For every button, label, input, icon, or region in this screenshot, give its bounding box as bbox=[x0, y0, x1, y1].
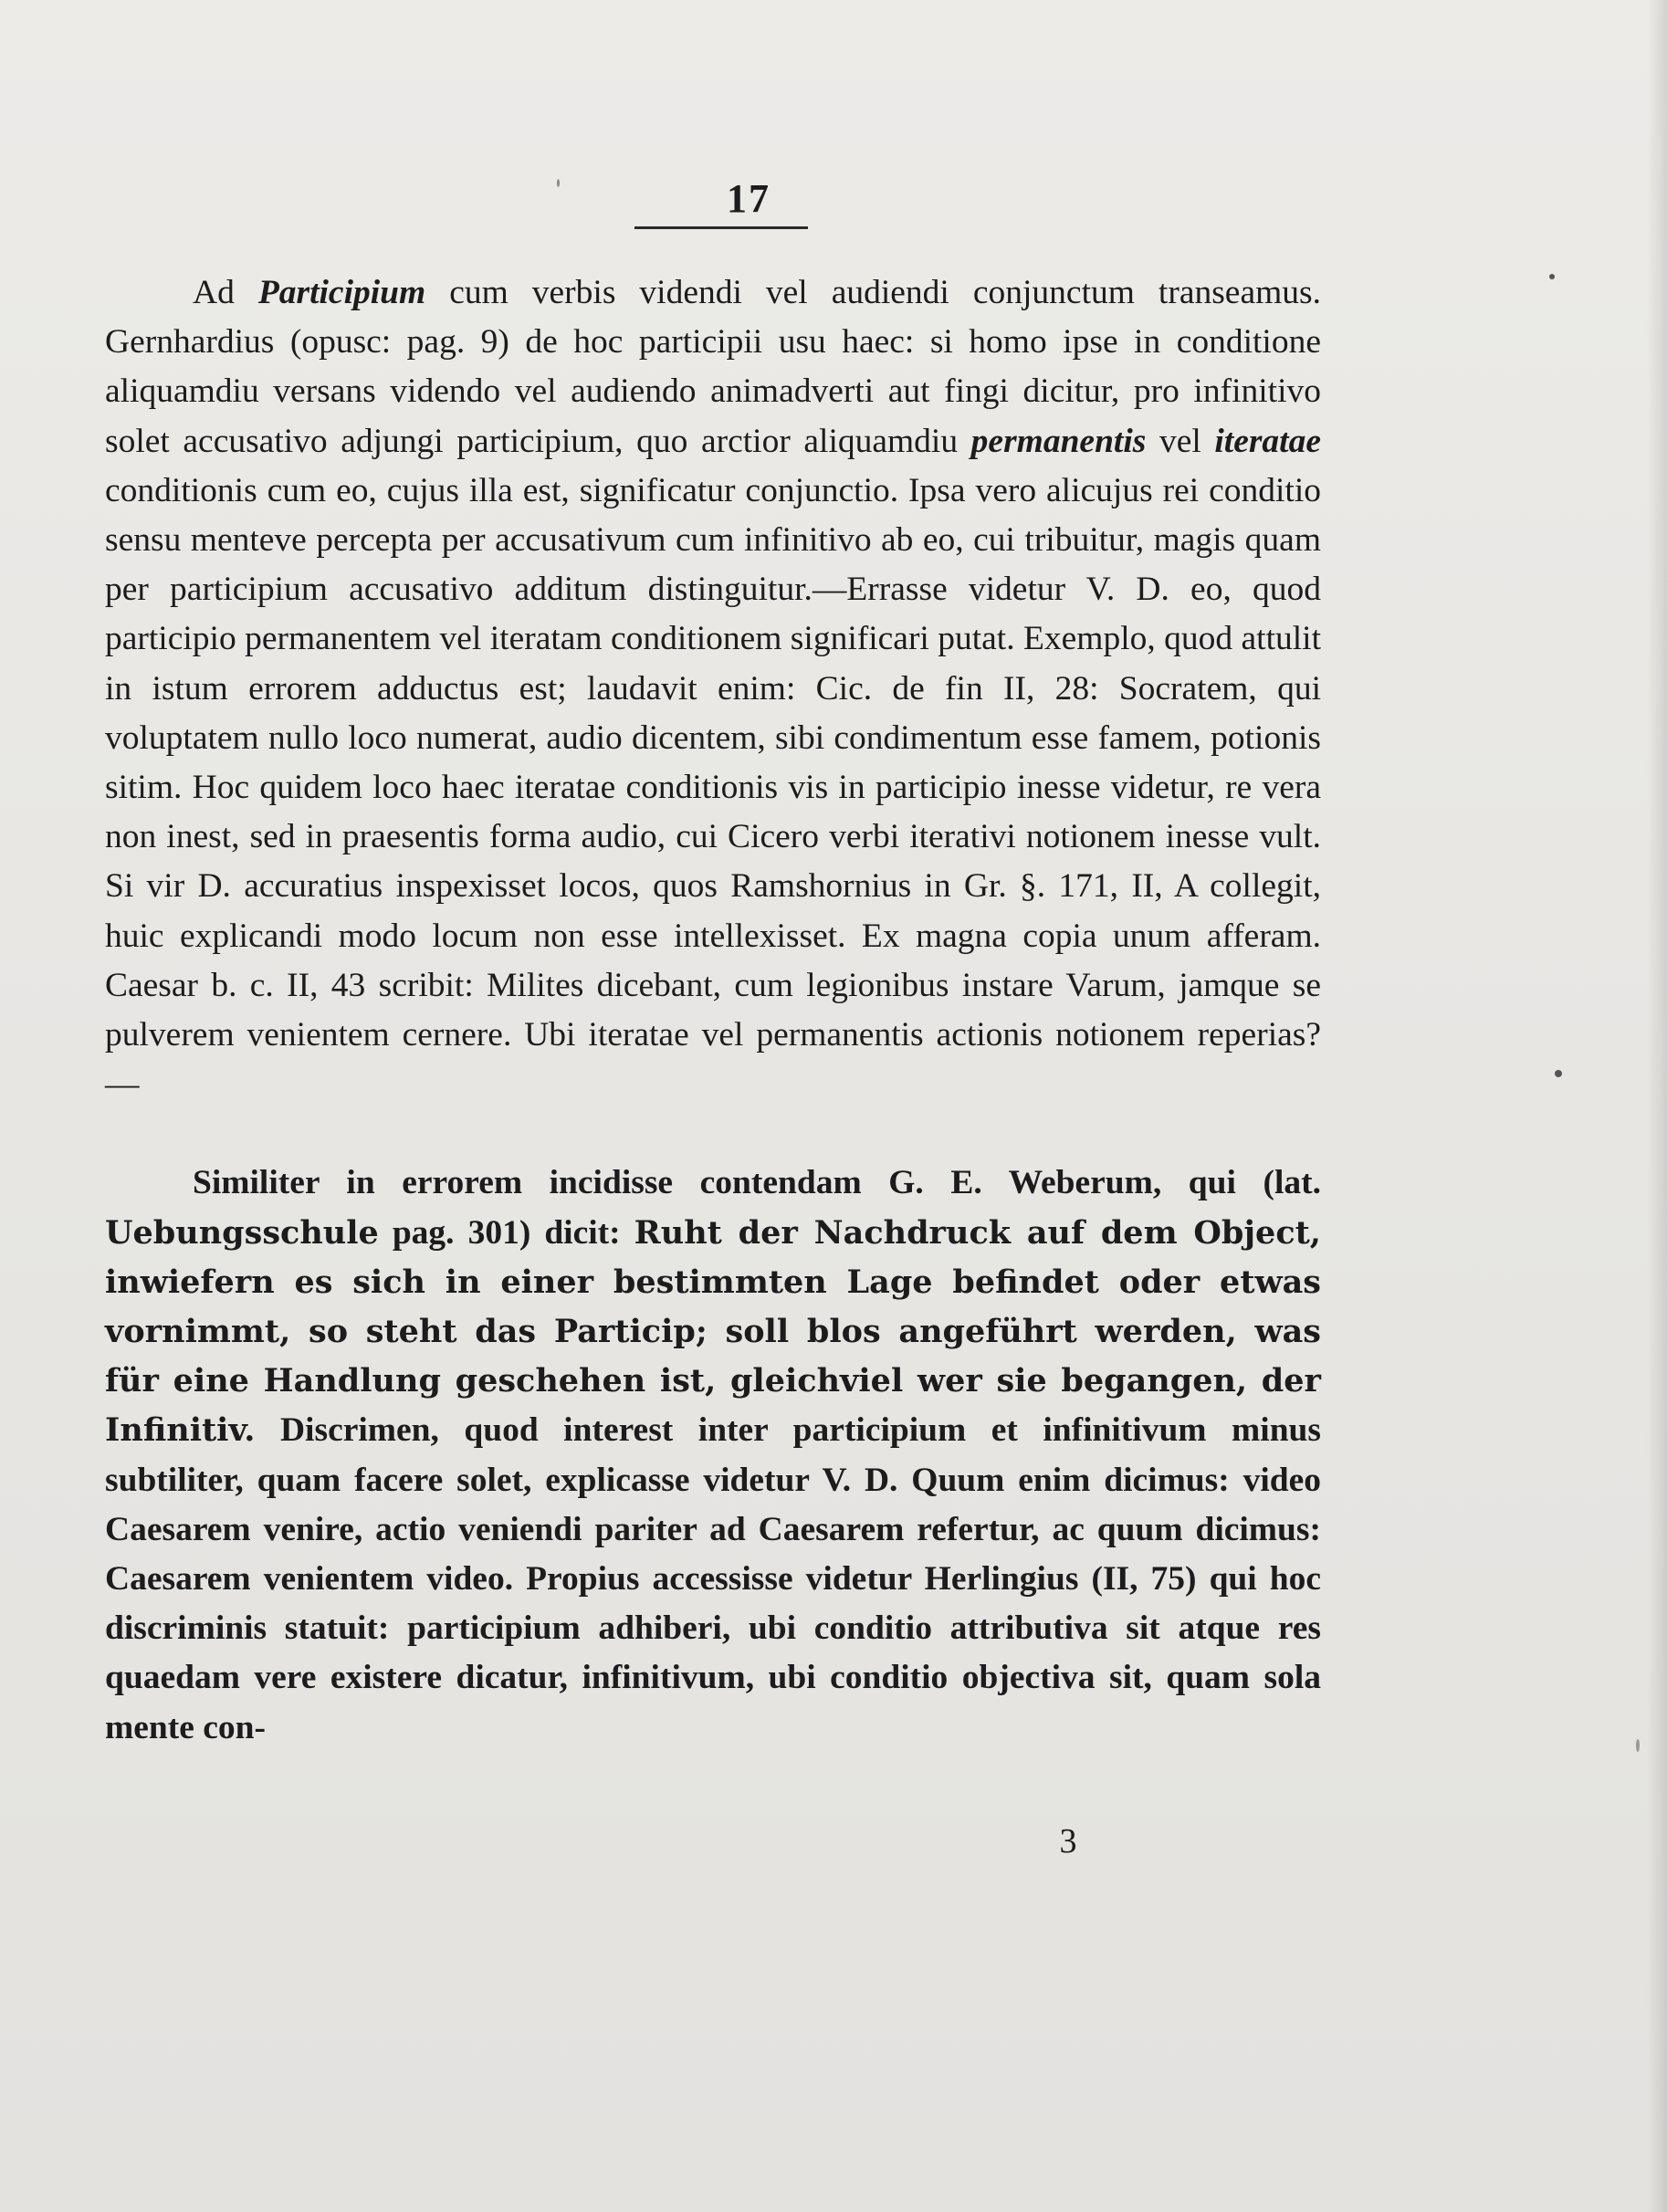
paragraph-1-text: cum verbis videndi vel audiendi conjunctum transeamus. Gernhardius (opusc: pag. 9) de hoc participii usu haec: si homo ipse in conditione aliquamdiu versans videndo vel audiendo animadverti aut fingi dicitur, pro infinitivo solet accusativo adjungi participium, quo arctior aliquamdiu bbox=[105, 274, 1321, 460]
paragraph-gap bbox=[105, 1109, 1321, 1158]
paper-speck bbox=[1549, 274, 1555, 279]
gothic-quotation: Ruht der Nachdruck auf dem Object, inwiefern es sich in einer bestimmten Lage befindet oder etwas vornimmt, so steht das Particip; soll blos angeführt werden, was für eine Handlung geschehen ist, gleichviel wer sie begangen, der Infinitiv. bbox=[105, 1213, 1321, 1450]
gothic-title: Uebungsschule bbox=[105, 1213, 379, 1252]
paragraph-1-text: conditionis cum eo, cujus illa est, significatur conjunctio. Ipsa vero alicujus rei conditio sensu menteve percepta per accusativum cum infinitivo ab eo, cui tribuitur, magis quam per participium accusativo additum distinguitur.—Errasse videtur V. D. eo, quod participio permanentem vel iteratam conditionem significari putat. Exemplo, quod attulit in istum errorem adductus est; laudavit enim: Cic. de fin II, 28: Socratem, qui voluptatem nullo loco numerat, audio dicentem, sibi condimentum esse famem, potionis sitim. Hoc quidem loco haec iteratae conditionis vis in participio inesse videtur, re vera non inest, sed in praesentis forma audio, cui Cicero verbi iterativi notionem inesse vult. Si vir D. accuratius inspexisset locos, quos Ramshornius in Gr. §. 171, II, A collegit, huic explicandi modo locum non esse intellexisset. Ex magna copia unum afferam. Caesar b. c. II, 43 scribit: Milites dicebant, cum legionibus instare Varum, jamque se pulverem venientem cernere. Ubi iteratae vel permanentis actionis notionem reperias? — bbox=[105, 471, 1321, 1104]
paragraph-2-text: Discrimen, quod interest inter participium et infinitivum minus subtiliter, quam facere solet, explicasse videtur V. D. Quum enim dicimus: video Caesarem venire, actio veniendi pariter ad Caesarem refertur, ac quum dicimus: Caesarem venientem video. Propius accessisse videtur Herlingius (II, 75) qui hoc discriminis statuit: participium adhiberi, ubi conditio attributiva sit atque res quaedam vere existere dicatur, infinitivum, ubi conditio objectiva sit, quam sola mente con- bbox=[105, 1411, 1321, 1746]
body-text bbox=[105, 268, 1321, 1753]
paragraph-weberum bbox=[105, 1158, 1321, 1752]
header-rule bbox=[634, 226, 808, 229]
page-number: 17 bbox=[727, 176, 771, 221]
paragraph-2-text: pag. 301) dicit: bbox=[378, 1213, 634, 1252]
paragraph-participium bbox=[105, 268, 1321, 1109]
term-permanentis: permanentis bbox=[970, 422, 1147, 460]
paragraph-1-text: vel bbox=[1146, 422, 1215, 460]
paper-speck bbox=[1636, 1739, 1640, 1752]
signature-mark: 3 bbox=[1059, 1822, 1077, 1861]
page-edge-shadow bbox=[1647, 0, 1667, 2212]
term-iteratae: iteratae bbox=[1214, 422, 1321, 460]
term-participium: Participium bbox=[257, 274, 426, 311]
paper-speck bbox=[1555, 1070, 1562, 1077]
paragraph-1-text: Ad bbox=[193, 274, 258, 311]
paragraph-2-text: Similiter in errorem incidisse contendam G. E. Weberum, qui (lat. bbox=[193, 1164, 1321, 1202]
paper-speck bbox=[557, 179, 560, 187]
